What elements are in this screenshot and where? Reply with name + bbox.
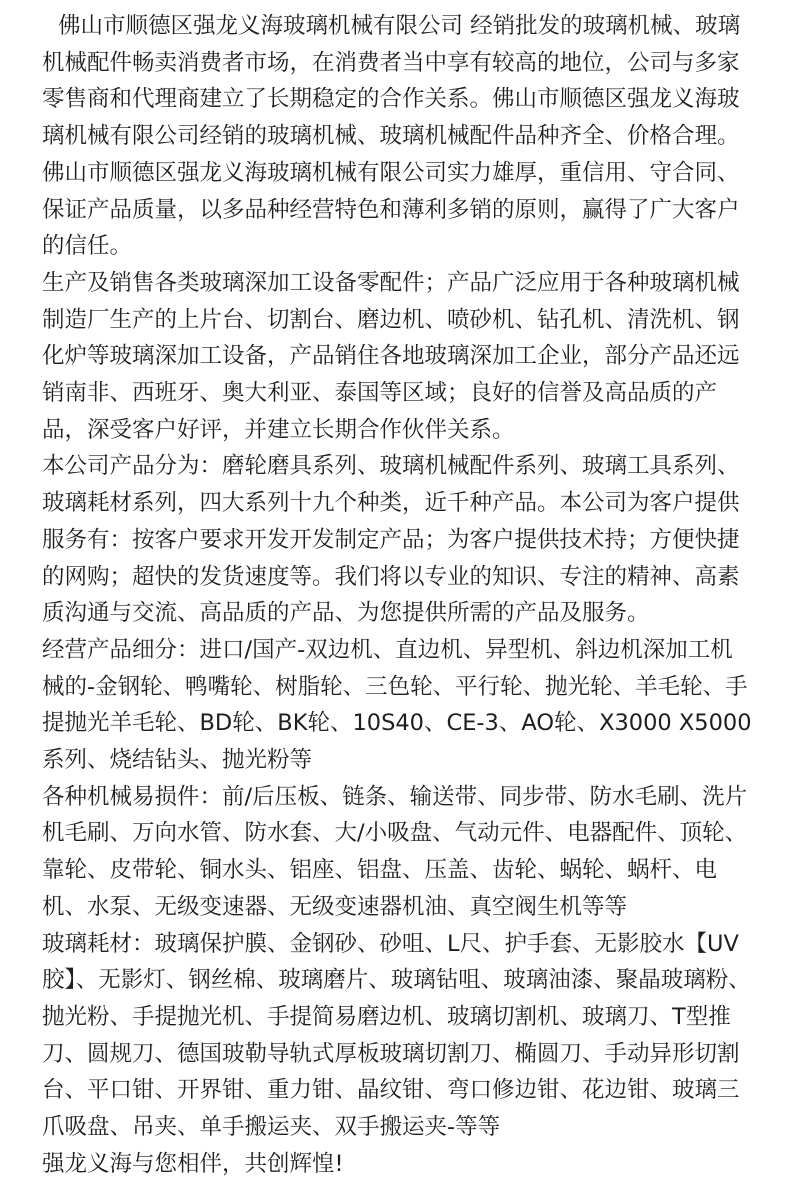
- paragraph-company-intro: 佛山市顺德区强龙义海玻璃机械有限公司 经销批发的玻璃机械、玻璃机械配件畅卖消费者市场，在消费者当中享有较高的地位，公司与多家零售商和代理商建立了长期稳定的合作关系。佛山市顺德区强龙义海玻璃机械有限公司经销的玻璃机械、玻璃机械配件品种齐全、价格合理。佛山市顺德区强龙义海玻璃机械有限公司实力雄厚，重信用、守合同、保证产品质量，以多品种经营特色和薄利多销的原则，赢得了广大客户的信任。: [42, 13, 741, 260]
- document-body: [42, 8, 754, 1183]
- paragraph-production-sales: 生产及销售各类玻璃深加工设备零配件；产品广泛应用于各种玻璃机械制造厂生产的上片台、切割台、磨边机、喷砂机、钻孔机、清洗机、钢化炉等玻璃深加工设备，产品销住各地玻璃深加工企业，部分产品还远销南非、西班牙、奥大利亚、泰国等区域；良好的信誉及高品质的产品，深受客户好评，并建立长期合作伙伴关系。: [42, 269, 740, 443]
- paragraph-product-series: 本公司产品分为：磨轮磨具系列、玻璃机械配件系列、玻璃工具系列、玻璃耗材系列，四大系列十九个种类，近千种产品。本公司为客户提供服务有：按客户要求开发开发制定产品；为客户提供技术持；方便快捷的网购；超快的发货速度等。我们将以专业的知识、专注的精神、高素质沟通与交流、高品质的产品、为您提供所需的产品及服务。: [42, 453, 740, 627]
- paragraph-product-breakdown: 经营产品细分：进口/国产-双边机、直边机、异型机、斜边机深加工机械的-金钢轮、鸭嘴轮、树脂轮、三色轮、平行轮、抛光轮、羊毛轮、手提抛光羊毛轮、BD轮、BK轮、10S40、CE-3、AO轮、X3000 X5000系列、烧结钻头、抛光粉等: [42, 636, 752, 774]
- paragraph-closing-slogan: 强龙义海与您相伴，共创辉惶!: [42, 1150, 344, 1177]
- paragraph-consumables: 玻璃耗材：玻璃保护膜、金钢砂、砂咀、L尺、护手套、无影胶水【UV胶】、无影灯、钢丝棉、玻璃磨片、玻璃钻咀、玻璃油漆、聚晶玻璃粉、抛光粉、手提抛光机、手提简易磨边机、玻璃切割机、玻璃刀、T型推刀、圆规刀、德国玻勒导轨式厚板玻璃切割刀、椭圆刀、手动异形切割台、平口钳、开界钳、重力钳、晶纹钳、弯口修边钳、花边钳、玻璃三爪吸盘、吊夹、单手搬运夹、双手搬运夹-等等: [42, 930, 751, 1141]
- paragraph-wear-parts: 各种机械易损件：前/后压板、链条、输送带、同步带、防水毛刷、洗片机毛刷、万向水管、防水套、大/小吸盘、气动元件、电器配件、顶轮、靠轮、皮带轮、铜水头、铝座、铝盘、压盖、齿轮、蜗轮、蜗杆、电机、水泵、无级变速器、无级变速器机油、真空阀生机等等: [42, 783, 748, 920]
